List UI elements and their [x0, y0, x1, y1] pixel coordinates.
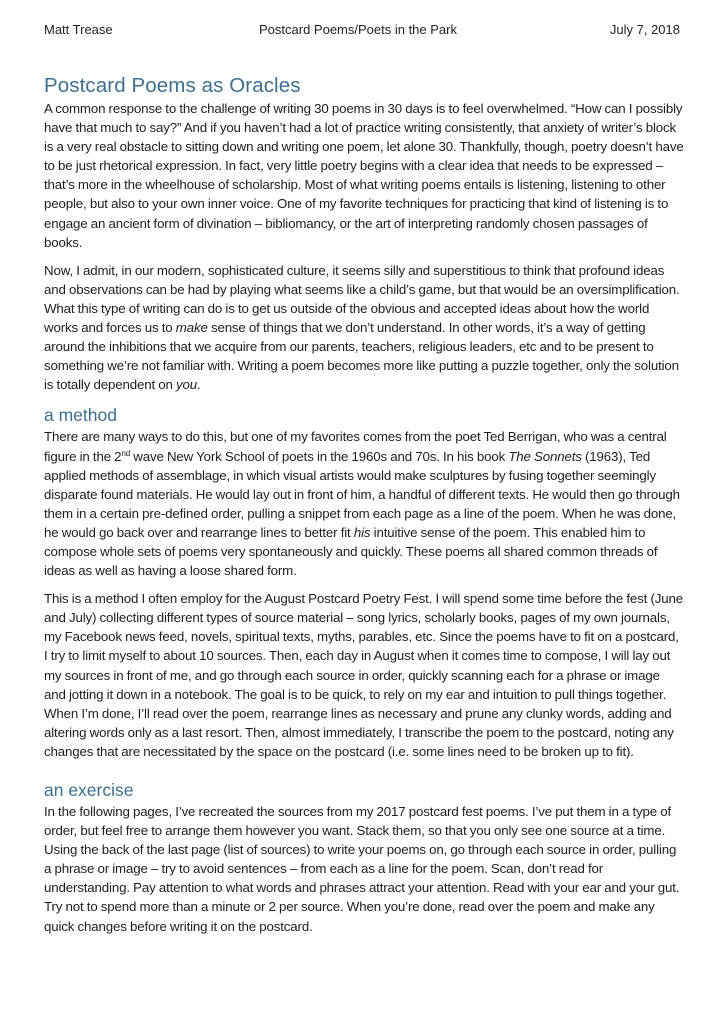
text-run: intuitive sense of the poem. This enabled him to compose whole sets of poems very spontaneously and quickly. These poems all shared common threads of ideas as well as having a loose shared form. — [44, 524, 658, 579]
paragraph-intro: A common response to the challenge of writing 30 poems in 30 days is to feel overwhelmed. “How can I possibly have that much to say?” And if you haven’t had a lot of practice writing consistently, that anxiety of writer’s block is a very real obstacle to sitting down and writing one poem, let alone 30. Thankfully, though, poetry doesn’t have to be just rhetorical expression. In fact, very little poetry begins with a clear idea that needs to be expressed – that’s more in the wheelhouse of scholarship. Most of what writing poems entails is listening, listening to other people, but also to your own inner voice. One of my favorite techniques for practicing that kind of listening is to engage an ancient form of divination – bibliomancy, or the art of interpreting randomly chosen passages of books. — [44, 101, 684, 250]
emphasis-you: you — [175, 377, 197, 393]
spacer — [44, 770, 684, 778]
header-date: July 7, 2018 — [609, 22, 680, 37]
text-run: (1963), Ted applied methods of assemblage, in which visual artists would make sculptures by fusing together seemingly disparate found materials. He would lay out in front of him, a handful of different texts. He would then go through them in a certain pre-defined order, pulling a snippet from each page as a line of the poem. When he was done, he would go back over and rearrange lines to better fit — [44, 448, 680, 540]
section-title-exercise: an exercise — [44, 780, 134, 800]
emphasis-make: make — [175, 320, 208, 336]
header-title: Postcard Poems/Poets in the Park — [259, 22, 457, 37]
superscript-nd: nd — [121, 448, 131, 458]
paragraph-postcard-fest: This is a method I often employ for the August Postcard Poetry Fest. I will spend some time before the fest (June and July) collecting different types of source material – song lyrics, scholarly books, pages of my own journals, my Facebook news feed, novels, spiritual texts, myths, parables, etc. Since the poems have to fit on a postcard, I try to limit myself to about 10 sources. Then, each day in August when it comes time to compose, I will lay out my sources in front of me, and go through each source in order, quickly scanning each for a phrase or image and jotting it down in a notebook. The goal is to be quick, to rely on my ear and intuition to pull things together. When I’m done, I’ll read over the poem, rearrange lines as necessary and prune any clunky words, adding and altering words only as a last resort. Then, almost immediately, I transcribe the poem to the postcard, noting any changes that are necessitated by the space on the postcard (i.e. some lines need to be broken up to fit). — [44, 591, 683, 759]
emphasis-his: his — [353, 524, 371, 540]
text-run: There are many ways to do this, but one of my favorites comes from the poet Ted Berrigan, who was a central figure in the 2 — [44, 429, 667, 464]
section-title-oracles: Postcard Poems as Oracles — [44, 74, 301, 97]
text-run: . — [196, 377, 201, 393]
page-header — [44, 22, 680, 42]
text-run: wave New York School of poets in the 1960s and 70s. In his book — [130, 448, 509, 464]
paragraph-berrigan — [44, 427, 684, 580]
paragraph-exercise: In the following pages, I’ve recreated the sources from my 2017 postcard fest poems. I’ve put them in a type of order, but feel free to arrange them however you want. Stack them, so that you only see one source at a time. Using the back of the last page (list of sources) to write your poems on, go through each source in order, pulling a phrase or image – try to avoid sentences – from each as a line for the poem. Scan, don’t read for understanding. Pay attention to what words and phrases attract your attention. Read with your ear and your gut. Try not to spend more than a minute or 2 per source. When you’re done, read over the poem and make any quick changes before writing it on the postcard. — [44, 804, 680, 934]
text-run: Now, I admit, in our modern, sophisticated culture, it seems silly and superstitious to think that profound ideas and observations can be had by playing what seems like a child’s game, but that would be an oversimplification. What this type of writing can do is to get us outside of the obvious and accepted ideas about how the world works and forces us to — [44, 262, 680, 336]
book-title-the-sonnets: The Sonnets — [508, 448, 582, 464]
document-body — [44, 73, 684, 936]
section-title-method: a method — [44, 405, 117, 426]
text-run: sense of things that we don’t understand. In other words, it’s a way of getting around the inhibitions that we acquire from our parents, teachers, religious leaders, etc and to be present to something we’re not familiar with. Writing a poem becomes more like putting a puzzle together, only the solution is totally dependent on — [44, 320, 679, 393]
header-author: Matt Trease — [44, 22, 113, 37]
paragraph-admission — [44, 261, 684, 395]
